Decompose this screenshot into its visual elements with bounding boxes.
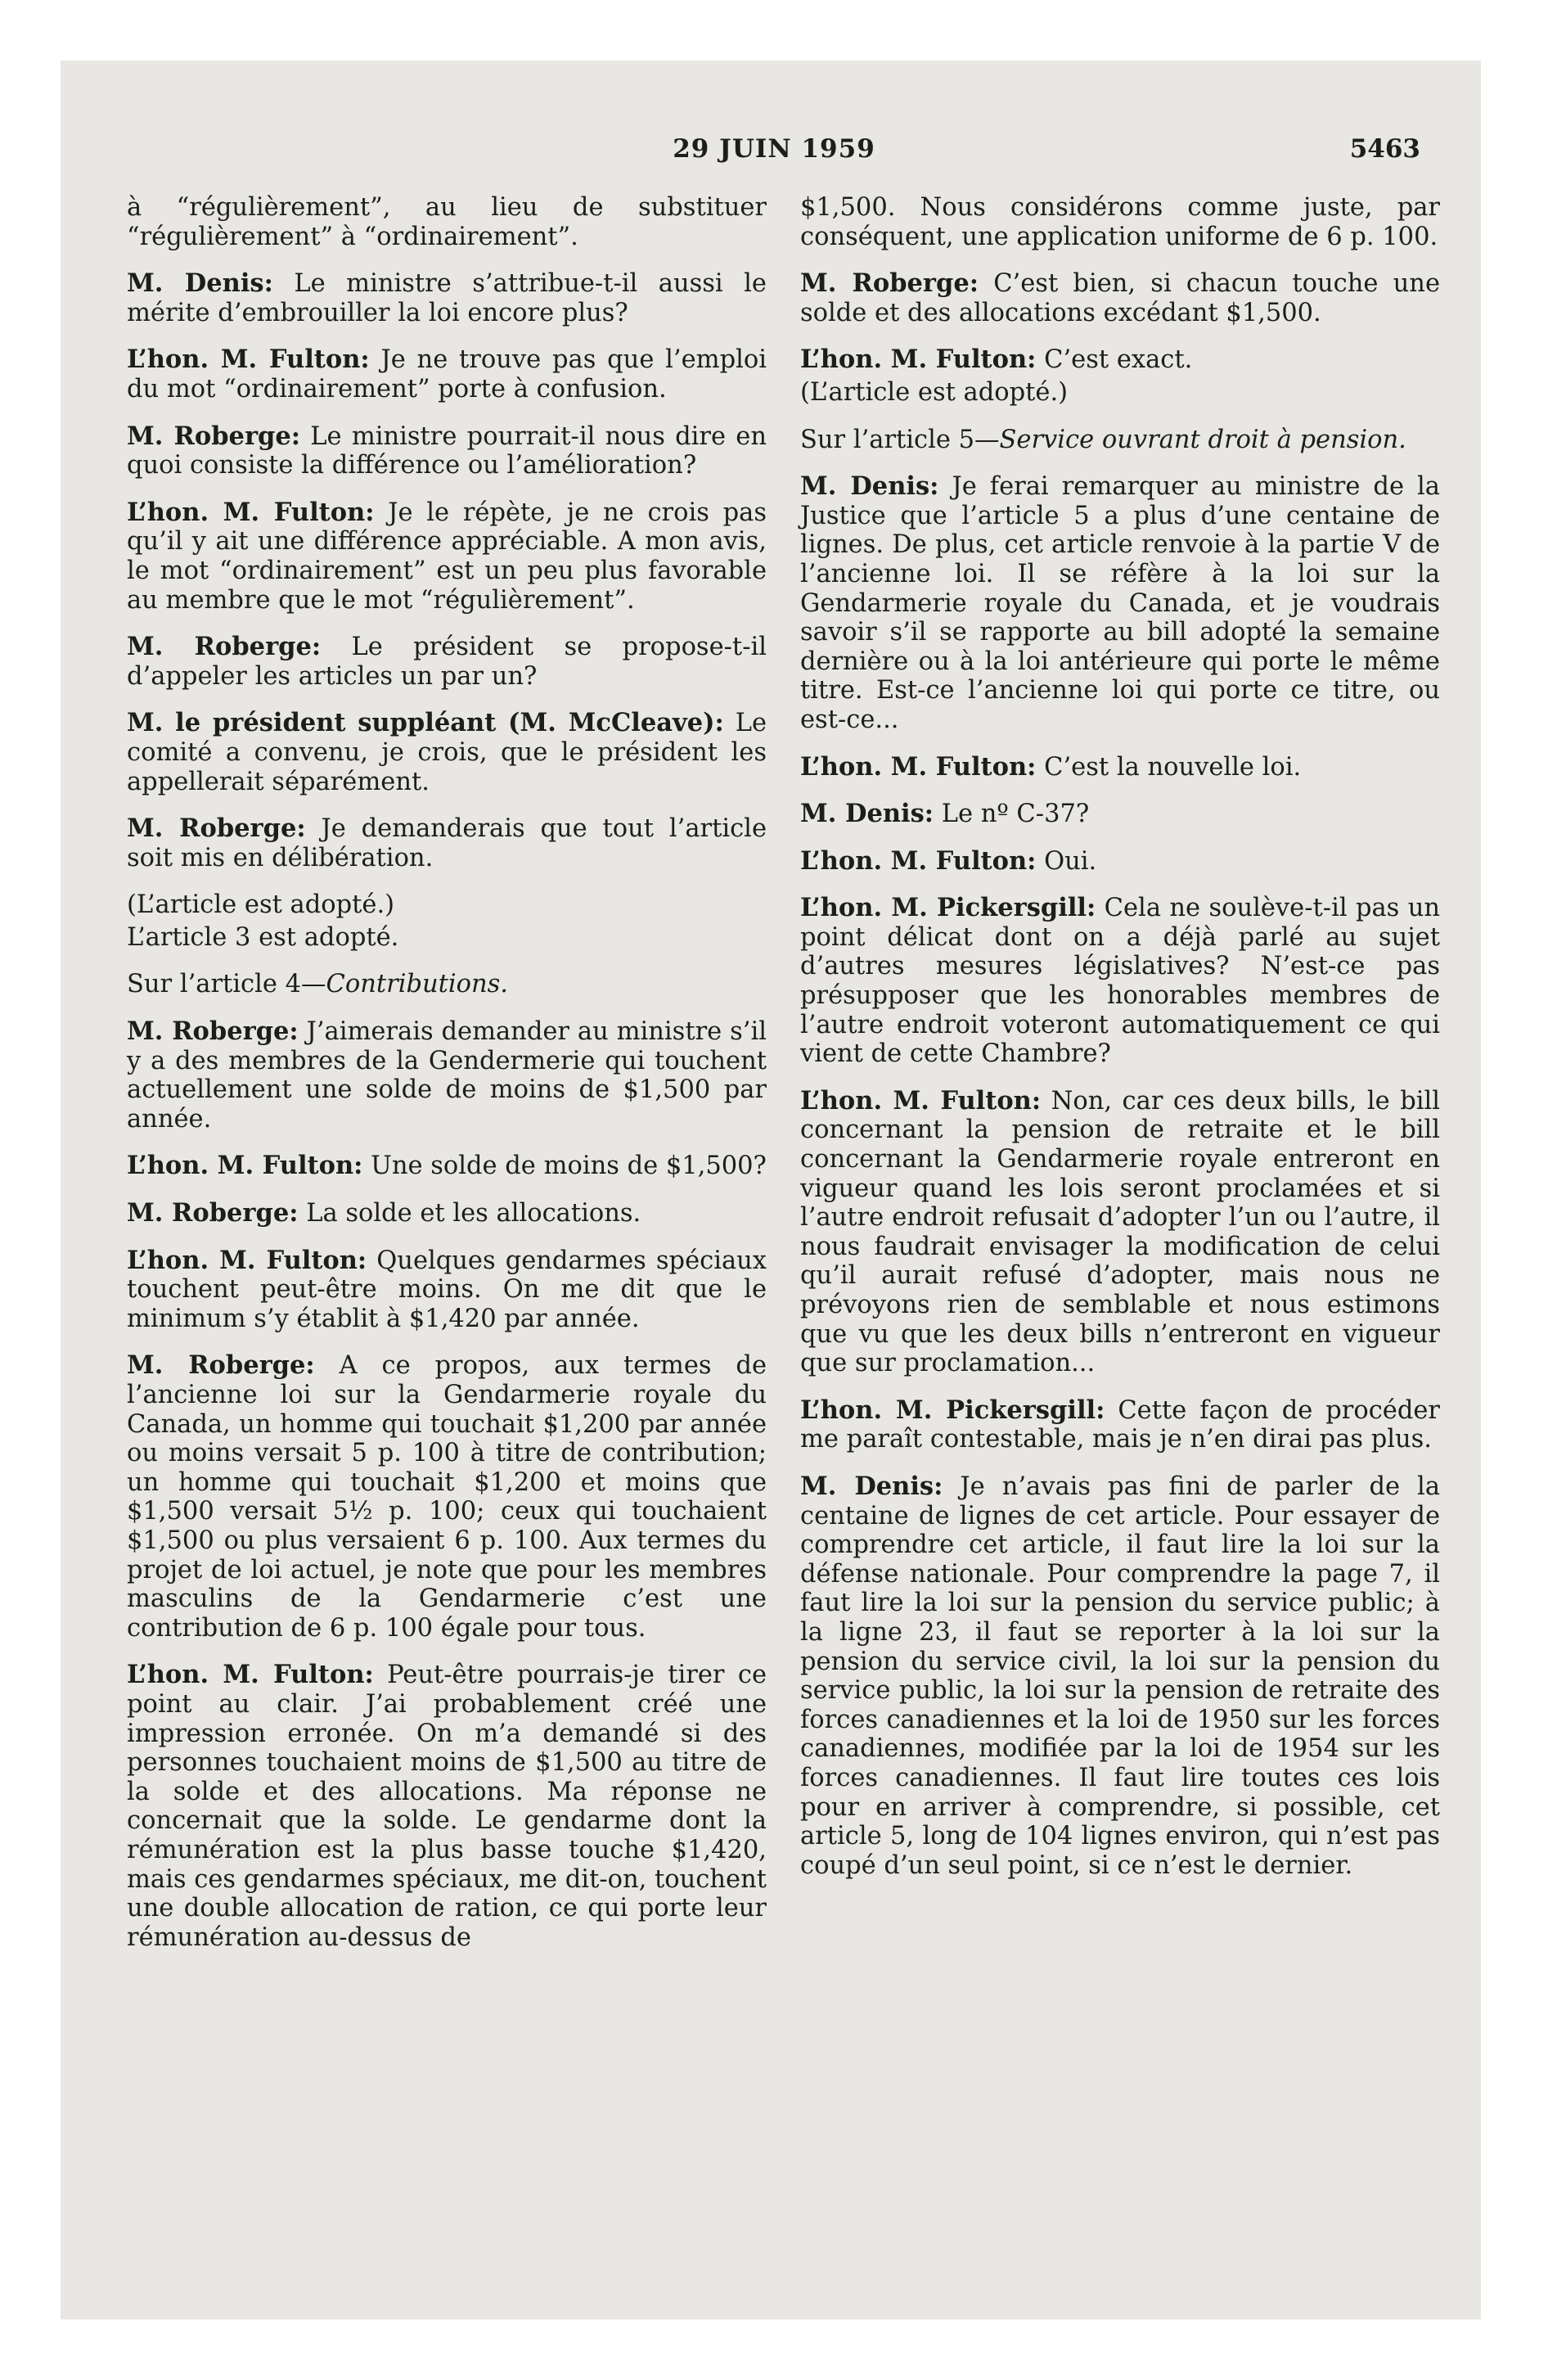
paragraph-text: C’est bien, si chacun touche une solde et des allocations excédant $1,500.	[800, 269, 1440, 327]
paragraph	[800, 193, 1440, 251]
speaker-name: L’hon. M. Fulton:	[800, 751, 1037, 782]
paragraph-text: Le président se propose-t-il d’appeler les articles un par un?	[127, 633, 767, 691]
paragraph	[127, 1661, 767, 1952]
speaker-name: L’hon. M. Fulton:	[127, 345, 370, 375]
paragraph-text: Je n’avais pas fini de parler de la centaine de lignes de cet article. Pour essayer de comprendre cet article, il faut lire la loi sur la défense nationale. Pour comprendre la page 7, il faut lire la loi sur la pension du service public; à la ligne 23, il faut se reporter à la loi sur la pension du service civil, la loi sur la pension du service public, la loi sur la pension de retraite des forces canadiennes et la loi de 1950 sur les forces canadiennes, modifiée par la loi de 1954 sur les forces canadiennes. Il faut lire toutes ces lois pour en arriver à comprendre, si possible, cet article 5, long de 104 lignes environ, qui n’est pas coupé d’un seul point, si ce n’est le dernier.	[800, 1472, 1440, 1880]
paragraph	[800, 269, 1440, 327]
page-header	[0, 134, 1548, 167]
paragraph	[127, 498, 767, 615]
paragraph	[800, 1087, 1440, 1378]
paragraph	[800, 1472, 1440, 1880]
paragraph-text: La solde et les allocations.	[306, 1199, 641, 1228]
paragraph	[127, 814, 767, 872]
paragraph-text: Je ferai remarquer au ministre de la Justice que l’article 5 a plus d’une centaine de lignes. De plus, cet article renvoie à la partie V de l’ancienne loi. Il se réfère à la loi sur la Gendarmerie royale du Canada, et je voudrais savoir s’il se rapporte au bill adopté la semaine dernière ou à la loi antérieure qui porte le même titre. Est-ce l’ancienne loi qui porte ce titre, ou est-ce...	[800, 472, 1440, 734]
speaker-name: L’hon. M. Fulton:	[127, 497, 375, 527]
speaker-name: M. Roberge:	[127, 814, 306, 844]
speaker-name: M. Roberge:	[800, 268, 979, 299]
paragraph-text: (L’article est adopté.)	[127, 890, 395, 920]
paragraph-text: Cette façon de procéder me paraît contestable, mais je n’en dirai pas plus.	[800, 1395, 1440, 1454]
speaker-name: M. Roberge:	[127, 1198, 299, 1228]
speaker-name: M. Denis:	[800, 1471, 943, 1501]
right-column	[800, 193, 1440, 1898]
paragraph-text: Le nº C-37?	[941, 800, 1090, 829]
paragraph	[127, 1246, 767, 1334]
paragraph-text: Une solde de moins de $1,500?	[371, 1152, 767, 1181]
paragraph	[800, 847, 1440, 877]
speaker-name: L’hon. M. Fulton:	[800, 1085, 1042, 1116]
section-title: Contributions.	[326, 970, 508, 999]
paragraph-text: L’article 3 est adopté.	[127, 922, 399, 952]
speaker-name: L’hon. M. Fulton:	[127, 1660, 374, 1690]
speaker-name: M. Denis:	[800, 799, 934, 829]
paragraph	[800, 753, 1440, 782]
speaker-name: M. Roberge:	[127, 1016, 299, 1047]
paragraph-text: à “régulièrement”, au lieu de substituer “régulièrement” à “ordinairement”.	[127, 193, 767, 251]
paragraph-text: J’aimerais demander au ministre s’il y a des membres de la Gendermerie qui touchent actuellement une solde de moins de $1,500 par année.	[127, 1017, 767, 1134]
paragraph-text: C’est exact.	[1044, 345, 1193, 375]
paragraph-text: Non, car ces deux bills, le bill concernant la pension de retraite et le bill concernant la Gendarmerie royale entreront en vigueur quand les lois seront proclamées et si l’autre endroit refusait d’adopter l’un ou l’autre, il nous faudrait envisager la modification de celui qu’il aurait refusé d’adopter, mais nous ne prévoyons rien de semblable et nous estimons que vu que les deux bills n’entreront en vigueur que sur proclamation...	[800, 1086, 1440, 1378]
paragraph-text: Le ministre pourrait-il nous dire en quoi consiste la différence ou l’amélioration?	[127, 421, 767, 480]
speaker-name: M. le président suppléant (M. McCleave):	[127, 708, 724, 738]
paragraph-text: C’est la nouvelle loi.	[1044, 752, 1302, 782]
paragraph	[127, 1199, 767, 1228]
speaker-name: L’hon. M. Fulton:	[800, 345, 1037, 375]
paragraph-text: Oui.	[1044, 846, 1097, 876]
paragraph	[127, 633, 767, 691]
paragraph-text: A ce propos, aux termes de l’ancienne loi sur la Gendarmerie royale du Canada, un homme qui touchait $1,200 par année ou moins versait 5 p. 100 à titre de contribution; un homme qui touchait $1,200 et moins que $1,500 versait 5½ p. 100; ceux qui touchaient $1,500 ou plus versaient 6 p. 100. Aux termes du projet de loi actuel, je note que pour les membres masculins de la Gendarmerie c’est une contribution de 6 p. 100 égale pour tous.	[127, 1351, 767, 1643]
paragraph	[127, 1017, 767, 1134]
paragraph-text: Je demanderais que tout l’article soit mis en délibération.	[127, 814, 767, 872]
paragraph	[800, 345, 1440, 375]
paragraph	[800, 1396, 1440, 1454]
speaker-name: M. Denis:	[800, 471, 939, 502]
speaker-name: L’hon. M. Pickersgill:	[800, 1395, 1105, 1425]
speaker-name: L’hon. M. Pickersgill:	[800, 893, 1096, 923]
paragraph-text: Sur l’article 4—	[127, 970, 326, 999]
paragraph-text: Je le répète, je ne crois pas qu’il y ait une différence appréciable. A mon avis, le mot “ordinairement” est un peu plus favorable au membre que le mot “régulièrement”.	[127, 498, 767, 615]
speaker-name: L’hon. M. Fulton:	[127, 1245, 367, 1275]
paragraph-text: Je ne trouve pas que l’emploi du mot “ordinairement” porte à confusion.	[127, 345, 767, 403]
paragraph	[127, 422, 767, 480]
page-date: 29 JUIN 1959	[673, 134, 875, 164]
paragraph-text: Le ministre s’attribue-t-il aussi le mérite d’embrouiller la loi encore plus?	[127, 269, 767, 327]
paragraph	[127, 269, 767, 327]
page-number: 5463	[1349, 134, 1420, 164]
paragraph-text: $1,500. Nous considérons comme juste, par conséquent, une application uniforme de 6 p. 100.	[800, 193, 1440, 251]
paragraph-text: (L’article est adopté.)	[800, 377, 1069, 407]
speaker-name: L’hon. M. Fulton:	[127, 1151, 363, 1181]
paragraph-text: Peut-être pourrais-je tirer ce point au clair. J’ai probablement créé une impression erronée. On m’a demandé si des personnes touchaient moins de $1,500 au titre de la solde et des allocations. Ma réponse ne concernait que la solde. Le gendarme dont la rémunération est la plus basse touche $1,420, mais ces gendarmes spéciaux, me dit-on, touchent une double allocation de ration, ce qui porte leur rémunération au-dessus de	[127, 1661, 767, 1952]
paragraph	[800, 472, 1440, 734]
paragraph	[800, 426, 1440, 455]
speaker-name: L’hon. M. Fulton:	[800, 845, 1037, 876]
paragraph-text: Quelques gendarmes spéciaux touchent peut-être moins. On me dit que le minimum s’y établit à $1,420 par année.	[127, 1246, 767, 1333]
paragraph	[127, 923, 767, 953]
speaker-name: M. Roberge:	[127, 632, 322, 662]
paragraph	[127, 345, 767, 403]
speaker-name: M. Roberge:	[127, 1350, 315, 1381]
paragraph	[127, 193, 767, 251]
section-title: Service ouvrant droit à pension.	[999, 425, 1406, 454]
speaker-name: M. Roberge:	[127, 421, 301, 451]
paragraph-text: Cela ne soulève-t-il pas un point délicat dont on a déjà parlé au sujet d’autres mesures législatives? N’est-ce pas présupposer que les honorables membres de l’autre endroit voteront automatiquement ce qui vient de cette Chambre?	[800, 894, 1440, 1069]
paragraph-text: Le comité a convenu, je crois, que le président les appellerait séparément.	[127, 709, 767, 796]
paragraph	[127, 1152, 767, 1181]
paragraph	[127, 709, 767, 796]
left-column	[127, 193, 767, 1970]
paragraph	[800, 378, 1440, 408]
paragraph	[800, 800, 1440, 829]
paragraph	[127, 970, 767, 999]
paragraph-text: Sur l’article 5—	[800, 425, 1000, 454]
paragraph	[127, 1351, 767, 1643]
speaker-name: M. Denis:	[127, 268, 273, 299]
paragraph	[800, 894, 1440, 1069]
paragraph	[127, 890, 767, 920]
